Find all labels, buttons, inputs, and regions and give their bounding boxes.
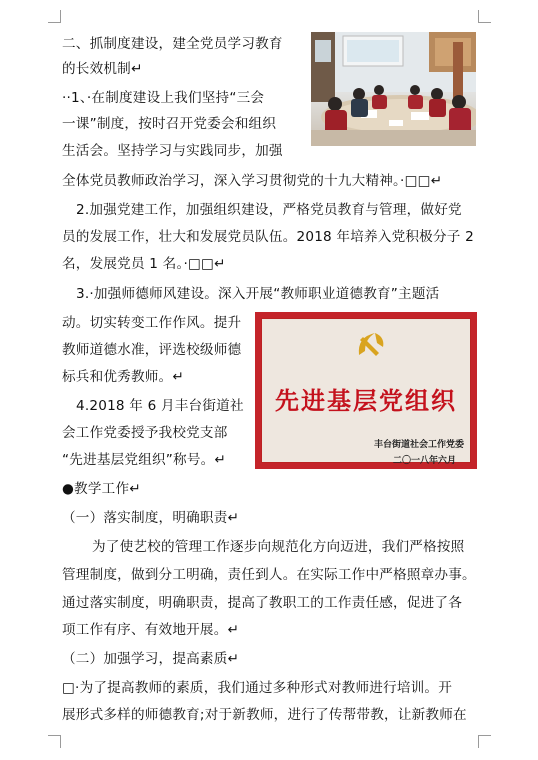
text-line: 标兵和优秀教师。↵ — [62, 369, 184, 385]
text-line: 生活会。坚持学习与实践同步，加强 — [62, 143, 283, 159]
text-line: 通过落实制度，明确职责，提高了教职工的工作责任感，促进了各 — [62, 595, 463, 611]
text-line: □·为了提高教师的素质，我们通过多种形式对教师进行培训。开 — [62, 680, 452, 696]
section-heading: ●教学工作↵ — [62, 481, 141, 497]
crop-mark-top-right — [478, 10, 491, 23]
award-plaque-board — [261, 318, 471, 466]
subsection-heading: （一）落实制度，明确职责↵ — [62, 510, 240, 526]
text-line: 动。切实转变工作作风。提升 — [62, 315, 242, 331]
subsection-heading: （二）加强学习，提高素质↵ — [62, 651, 240, 667]
text-line: 一课”制度，按时召开党委会和组织 — [62, 116, 277, 132]
text-line: 全体党员教师政治学习，深入学习贯彻党的十九大精神。·□□↵ — [62, 173, 443, 189]
text-line: 会工作党委授予我校党支部 — [62, 425, 228, 441]
text-line: 4.2018 年 6 月丰台街道社 — [76, 398, 244, 414]
plaque-title: 先进基层党组织 — [275, 386, 457, 415]
meeting-photo — [311, 32, 476, 146]
plaque-issuer: 丰台街道社会工作党委 — [373, 440, 464, 450]
text-line: “先进基层党组织”称号。↵ — [62, 452, 227, 468]
crop-mark-bottom-left — [48, 735, 61, 748]
crop-mark-bottom-right — [478, 735, 491, 748]
text-line: 的长效机制↵ — [62, 61, 143, 77]
plaque-date: 二〇一八年六月 — [392, 456, 456, 466]
award-plaque-photo — [255, 312, 477, 469]
meeting-photo-illustration — [311, 32, 476, 146]
text-line: 管理制度，做到分工明确，责任到人。在实际工作中严格照章办事。 — [62, 567, 476, 583]
text-line: 展形式多样的师德教育;对于新教师，进行了传帮带教，让新教师在 — [62, 707, 467, 723]
text-line: 项工作有序、有效地开展。↵ — [62, 622, 240, 638]
text-line: 员的发展工作，壮大和发展党员队伍。2018 年培养入党积极分子 2 — [62, 229, 474, 245]
text-line: 名，发展党员 1 名。·□□↵ — [62, 256, 226, 272]
text-line: 2.加强党建工作，加强组织建设，严格党员教育与管理，做好党 — [76, 202, 462, 218]
crop-mark-top-left — [48, 10, 61, 23]
party-emblem-icon — [351, 327, 391, 361]
text-line: 3.·加强师德师风建设。深入开展“教师职业道德教育”主题活 — [76, 286, 440, 302]
text-line: 教师道德水准，评选校级师德 — [62, 342, 242, 358]
text-line: ··1、·在制度建设上我们坚持“三会 — [62, 90, 265, 106]
text-line: 为了使艺校的管理工作逐步向规范化方向迈进，我们严格按照 — [92, 539, 465, 555]
text-line: 二、抓制度建设，建全党员学习教育 — [62, 36, 283, 52]
